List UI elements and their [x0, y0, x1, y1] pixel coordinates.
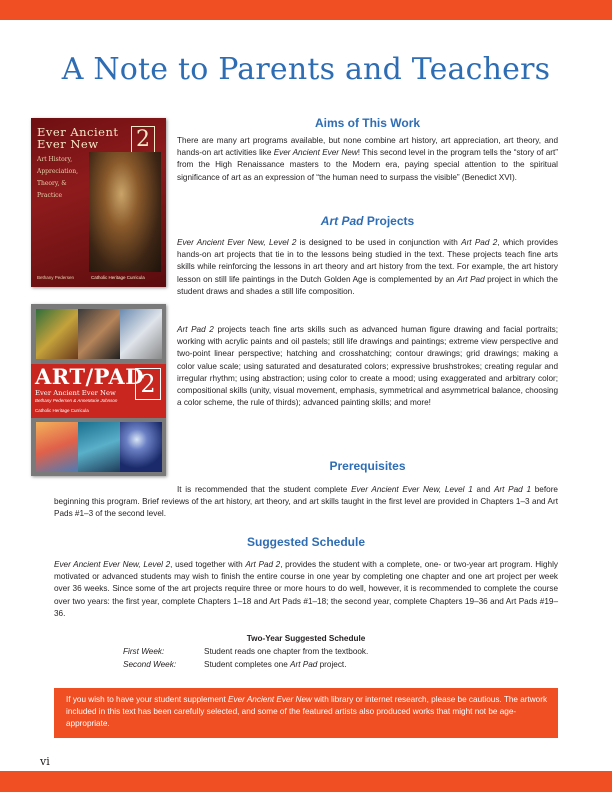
- artpad-projects-body-wrap-2: [177, 324, 558, 409]
- cover-painting-image: [89, 152, 161, 272]
- page-title: A Note to Parents and Teachers: [61, 52, 551, 87]
- cover-artwork-tile: [120, 309, 162, 359]
- cover-title-line1: Ever Ancient: [37, 125, 119, 139]
- bottom-accent-bar: [0, 771, 612, 792]
- prerequisites-section: [177, 459, 558, 473]
- cover-artwork-tile: [36, 309, 78, 359]
- schedule-heading: Suggested Schedule: [246, 535, 366, 549]
- cover-artwork-tile: [78, 422, 120, 472]
- schedule-row-label: First Week:: [123, 647, 165, 656]
- cover-artwork-tile: [120, 422, 162, 472]
- cover-publisher: Catholic Heritage Curricula: [91, 275, 145, 280]
- artpad-projects-body-wrap: [177, 237, 558, 298]
- artpad-cover-authors: Bethany Pedersen & AnneMarie Johnson: [35, 398, 118, 403]
- schedule-row-label: Second Week:: [123, 660, 177, 669]
- cover-title-line2: Ever New: [37, 137, 99, 151]
- cover-subtitle: Art History, Appreciation, Theory, & Practice: [37, 156, 79, 199]
- page-number: vi: [40, 755, 50, 768]
- level2-book-cover: [31, 118, 166, 287]
- prerequisites-paragraph: It is recommended that the student complete Ever Ancient Ever New, Level 1 and Art Pad 1 before beginning this program. Brief reviews of the art history, art theory, and art skills taught in the first level are provided in Chapters 1–3 and Art Pads #1–3 of the second level.: [54, 485, 558, 519]
- schedule-row-text: Student completes one Art Pad project.: [204, 660, 347, 669]
- schedule-table-title: Two-Year Suggested Schedule: [246, 634, 366, 643]
- artpad-cover-publisher: Catholic Heritage Curricula: [35, 408, 89, 413]
- artpad-cover-title: ART/PAD: [35, 364, 144, 389]
- artpad-projects-heading: [177, 214, 558, 228]
- cover-artwork-tile: [36, 422, 78, 472]
- artpad-projects-paragraph-1: Ever Ancient Ever New, Level 2 is designed to be used in conjunction with Art Pad 2, which provides hands-on art projects that tie in to the lessons being studied in the text. These projects teach fine arts skills while reinforcing the lessons in art theory and art history from the text. For example, the art history lesson on still life paintings in the Dutch Golden Age is complemented by an Art Pad project in which the student draws and shades a still life composition.: [177, 238, 558, 296]
- schedule-body-wrap: [54, 559, 558, 620]
- artpad-cover-level: 2: [135, 368, 161, 400]
- aims-section: [177, 116, 558, 130]
- artpad-projects-section: [177, 214, 558, 228]
- caution-notice-text: If you wish to have your student supplement Ever Ancient Ever New with library or internet research, please be cautious. The artwork included in this text has been carefully selected, and some of the featured artists also produced works that might not be age-appropriate.: [66, 695, 548, 729]
- cover-level-number: 2: [131, 126, 155, 154]
- aims-paragraph: There are many art programs available, but none combine art history, art appreciation, art theory, and hands-on art activities like Ever Ancient Ever New! This second level in the program tells the “story of art” from the High Renaissance masters to the Modern era, paying special attention to the spiritual significance of art as an expression of “the human need to surpass the visible” (Benedict XVI).: [177, 136, 558, 182]
- prerequisites-heading: Prerequisites: [329, 459, 406, 473]
- heading-italic-part: Art Pad: [320, 214, 364, 228]
- cover-author: Bethany Pedersen: [37, 275, 75, 280]
- schedule-row-text: Student reads one chapter from the textbook.: [204, 647, 369, 656]
- schedule-paragraph: Ever Ancient Ever New, Level 2, used together with Art Pad 2, provides the student with a complete, one- or two-year art program. Highly motivated or advanced students may wish to finish the entire course in one year by completing one chapter and one art project per week over 36 weeks. Since some of the art projects require three or more hours to do well, however, it is recommended to complete the course over two years: the first year, complete Chapters 1–18 and Art Pads #1–18; the second year, complete Chapters 19–36 and Art Pads #19–36.: [54, 560, 558, 618]
- cover-title: [37, 126, 119, 150]
- prerequisites-body-wrap: [54, 484, 558, 521]
- artpad-book-cover: [31, 304, 166, 476]
- heading-rest-part: Projects: [363, 214, 415, 228]
- cover-artwork-tile: [78, 309, 120, 359]
- schedule-section: [54, 535, 558, 549]
- caution-notice-box: [54, 688, 558, 738]
- top-accent-bar: [0, 0, 612, 20]
- artpad-projects-paragraph-2: Art Pad 2 projects teach fine arts skills such as advanced human figure drawing and facial portraits; working with acrylic paints and oil pastels; still life drawings and paintings; extreme view perspective and two-point linear perspective; hatching and crosshatching; contour drawings; grid drawings; making a color value scale; using saturated and desaturated colors; expressive brushstrokes; creating regular and irregular rhythm; using abstraction; using color to create a mood; using exaggerated and arbitrary color; compositional skills (unity, visual movement, emphasis, symmetrical and asymmetrical balance, choosing a color scheme, the rule of thirds); advanced painting skills; and more!: [177, 325, 558, 408]
- artpad-cover-subtitle: Ever Ancient Ever New: [35, 389, 116, 397]
- aims-body-wrap: [177, 135, 558, 184]
- aims-heading: Aims of This Work: [314, 116, 421, 130]
